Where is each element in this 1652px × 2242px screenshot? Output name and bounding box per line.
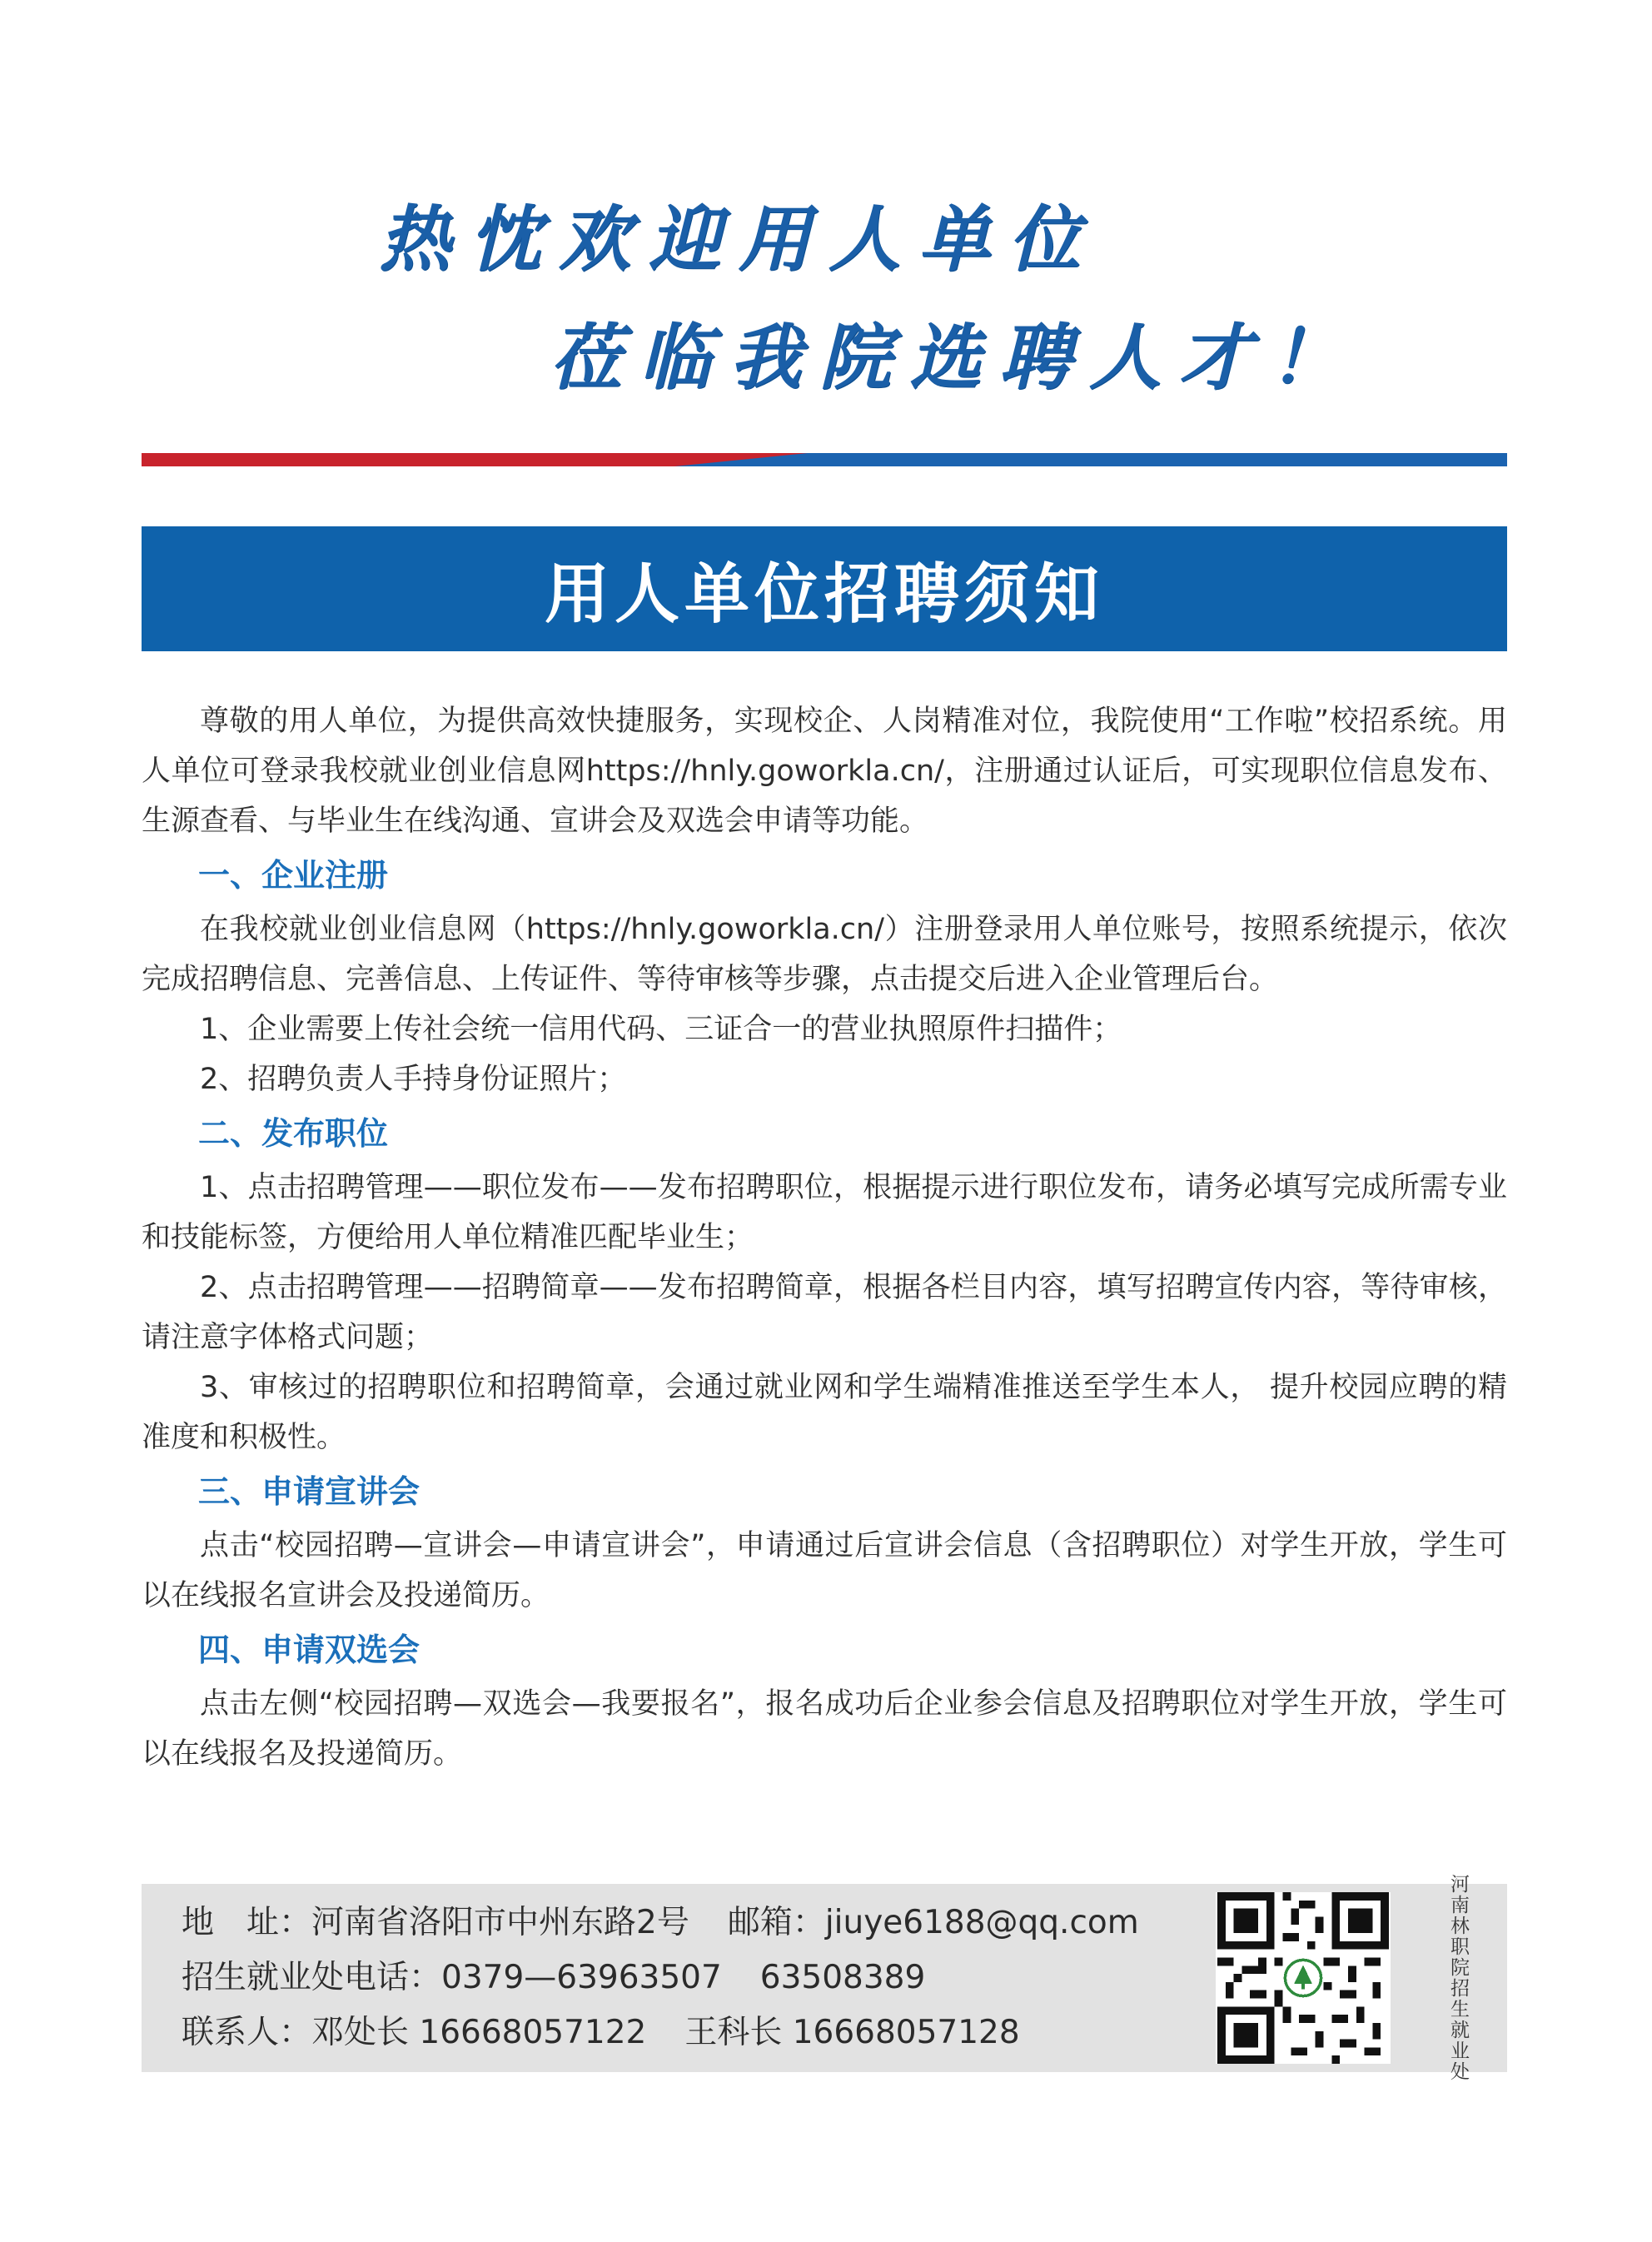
register-paragraph-1: 在我校就业创业信息网（https://hnly.goworkla.cn/）注册登录用人单位账号，按照系统提示，依次完成招聘信息、完善信息、上传证件、等待审核等步骤，点击提交后进入企业管理后台。 xyxy=(142,913,1507,996)
section-heading-register: 一、企业注册 xyxy=(198,857,389,894)
banner-title: 用人单位招聘须知 xyxy=(544,557,1104,632)
contact-info xyxy=(182,1896,1139,2060)
email-text: 邮箱：jiuye6188@qq.com xyxy=(727,1904,1139,1941)
qr-code-icon xyxy=(1216,1892,1391,2064)
post-jobs-paragraph-2: 2、点击招聘管理——招聘简章——发布招聘简章，根据各栏目内容，填写招聘宣传内容，等待审核，请注意字体格式问题； xyxy=(142,1271,1507,1354)
section-heading-post-jobs: 二、发布职位 xyxy=(198,1115,389,1152)
post-jobs-paragraph-3: 3、审核过的招聘职位和招聘简章，会通过就业网和学生端精准推送至学生本人， 提升校园应聘的精准度和积极性。 xyxy=(142,1371,1507,1454)
job-fair-paragraph: 点击左侧“校园招聘—双选会—我要报名”，报名成功后企业参会信息及招聘职位对学生开放，学生可以在线报名及投递简历。 xyxy=(142,1687,1507,1771)
color-divider xyxy=(142,453,1507,466)
vertical-org-label: 河南林职院招生就业处 xyxy=(1447,1874,1469,2082)
contact2-text: 王科长 16668057128 xyxy=(684,2014,1020,2051)
phone-line xyxy=(182,1951,1139,2005)
address-text: 地 址：河南省洛阳市中州东路2号 xyxy=(182,1904,689,1941)
phone-text: 招生就业处电话：0379—63963507 xyxy=(182,1959,722,1996)
qr-code-graphic xyxy=(1216,1892,1391,2064)
post-jobs-paragraph-1: 1、点击招聘管理——职位发布——发布招聘职位，根据提示进行职位发布，请务必填写完成所需专业和技能标签，方便给用人单位精准匹配毕业生； xyxy=(142,1171,1507,1254)
welcome-headline-line2: 莅临我院选聘人才！ xyxy=(550,316,1359,400)
divider-blue-segment xyxy=(674,453,1507,466)
section-heading-presentation: 三、申请宣讲会 xyxy=(198,1473,420,1510)
intro-paragraph: 尊敬的用人单位，为提供高效快捷服务，实现校企、人岗精准对位，我院使用“工作啦”校招系统。用人单位可登录我校就业创业信息网https://hnly.goworkla.cn/，注册通过认证后，可实现职位信息发布、生源查看、与毕业生在线沟通、宣讲会及双选会申请等功能。 xyxy=(142,705,1507,838)
contact1-text: 联系人：邓处长 16668057122 xyxy=(182,2014,647,2051)
presentation-paragraph: 点击“校园招聘—宣讲会—申请宣讲会”，申请通过后宣讲会信息（含招聘职位）对学生开放，学生可以在线报名宣讲会及投递简历。 xyxy=(142,1529,1507,1612)
welcome-headline-line1: 热忱欢迎用人单位 xyxy=(379,197,1098,281)
notice-content xyxy=(142,696,1507,1779)
phone2-text: 63508389 xyxy=(759,1959,926,1996)
vertical-label-box xyxy=(1409,1874,1507,2082)
section-heading-job-fair: 四、申请双选会 xyxy=(198,1632,420,1668)
address-line xyxy=(182,1896,1139,1951)
notice-banner xyxy=(142,526,1507,651)
register-paragraph-3: 2、招聘负责人手持身份证照片； xyxy=(200,1063,627,1096)
register-paragraph-2: 1、企业需要上传社会统一信用代码、三证合一的营业执照原件扫描件； xyxy=(200,1013,1122,1046)
contact-footer xyxy=(142,1874,1507,2082)
contact-line xyxy=(182,2005,1139,2060)
